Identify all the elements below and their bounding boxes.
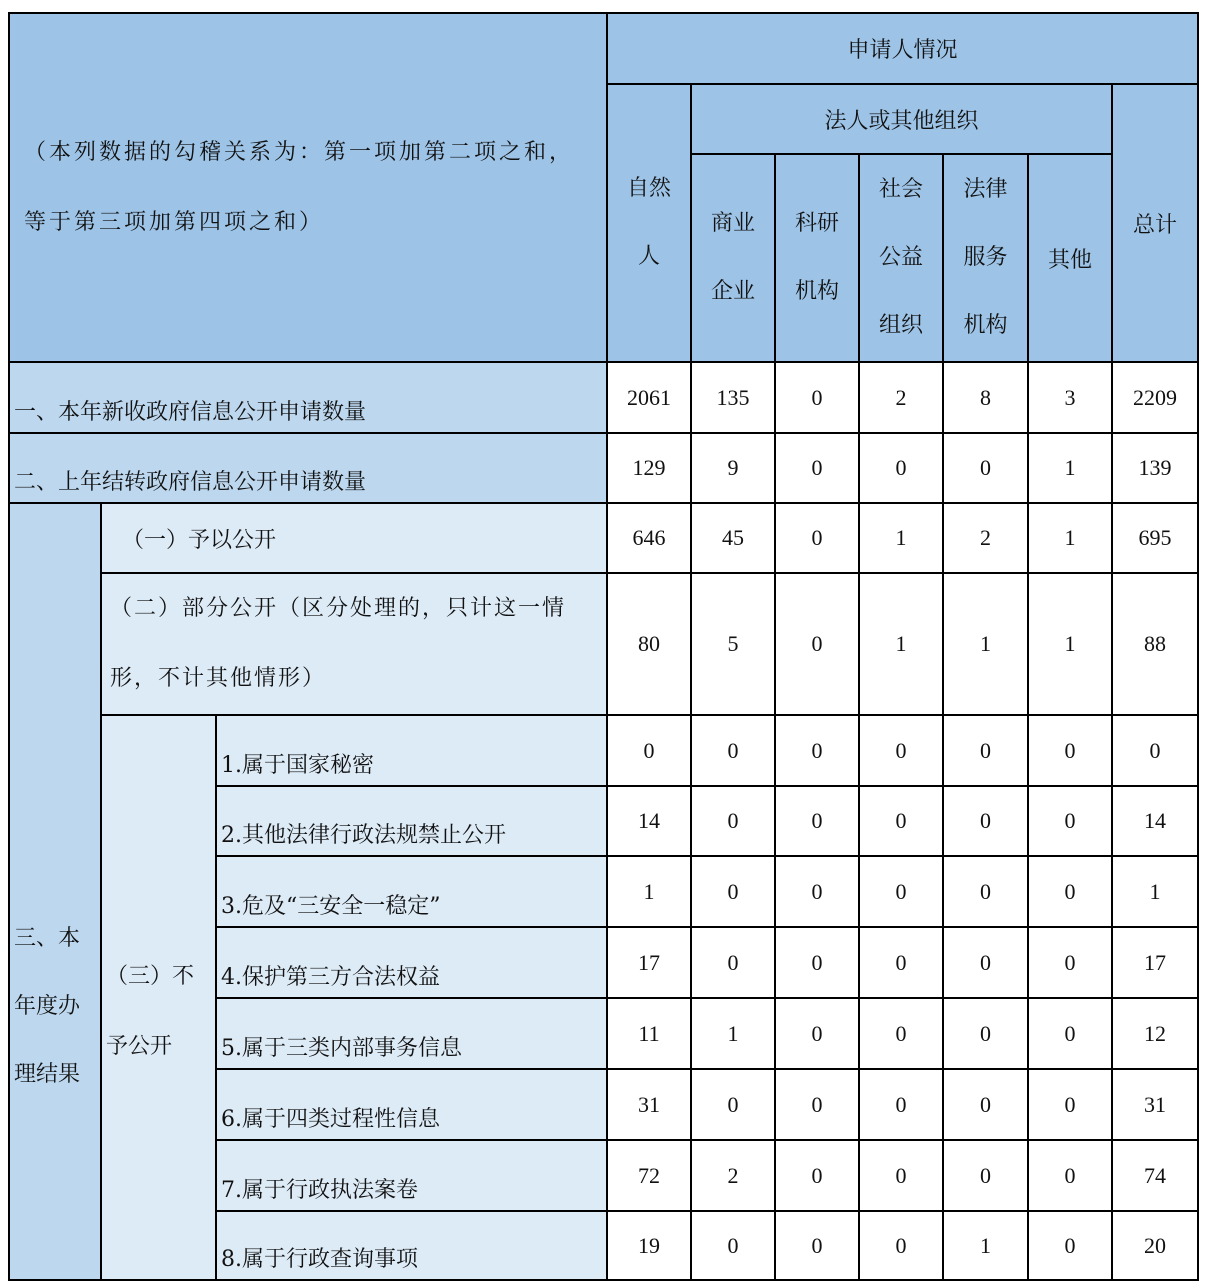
cell-value: 74 [1112,1140,1198,1211]
other-org-header: 其他 [1028,154,1112,362]
cell-value: 1 [1028,573,1112,715]
cell-value: 695 [1112,503,1198,573]
row-label: 5.属于三类内部事务信息 [216,998,607,1069]
cell-value: 0 [1028,856,1112,927]
applicant-situation-header: 申请人情况 [607,13,1198,84]
cell-value: 0 [859,1069,943,1140]
cell-value: 1 [1028,503,1112,573]
cell-value: 0 [691,1211,775,1280]
cell-value: 0 [775,1069,859,1140]
cell-value: 0 [1028,1140,1112,1211]
table-row [9,573,1198,715]
cell-value: 0 [691,927,775,998]
research-institution-header [775,154,859,362]
cell-value: 0 [859,856,943,927]
cell-value: 72 [607,1140,691,1211]
cell-value: 2 [691,1140,775,1211]
cell-value: 0 [859,1140,943,1211]
cell-value: 0 [775,786,859,856]
cell-value: 0 [775,998,859,1069]
row-label: 7.属于行政执法案卷 [216,1140,607,1211]
cell-value: 0 [943,715,1028,786]
cell-value: 14 [1112,786,1198,856]
cell-value: 0 [775,1211,859,1280]
cell-value: 0 [691,786,775,856]
cell-value: 19 [607,1211,691,1280]
public-welfare-org-header [859,154,943,362]
cell-value: 0 [691,715,775,786]
legal-org-header: 法人或其他组织 [691,84,1112,154]
cell-value: 0 [943,1140,1028,1211]
cell-value: 139 [1112,433,1198,503]
cell-value: 2061 [607,362,691,433]
col-label: 社会公益组织 [878,177,923,338]
cell-value: 0 [1028,1211,1112,1280]
row-label: 二、上年结转政府信息公开申请数量 [9,433,607,503]
cell-value: 0 [607,715,691,786]
cell-value: 0 [1028,927,1112,998]
natural-person-label: 自然人 [626,176,671,269]
row-label: 一、本年新收政府信息公开申请数量 [9,362,607,433]
cell-value: 0 [1028,715,1112,786]
cell-value: 0 [1028,786,1112,856]
cell-value: 1 [1112,856,1198,927]
cell-value: 31 [1112,1069,1198,1140]
table-row [9,715,1198,786]
cell-value: 45 [691,503,775,573]
cell-value: 0 [1112,715,1198,786]
cell-value: 0 [943,856,1028,927]
cell-value: 0 [1028,1069,1112,1140]
col-label: 科研机构 [794,211,839,304]
cell-value: 2209 [1112,362,1198,433]
cell-value: 0 [775,715,859,786]
table-row [9,433,1198,503]
cell-value: 0 [691,1069,775,1140]
cell-value: 0 [943,927,1028,998]
cell-value: 0 [775,433,859,503]
gov-info-disclosure-table [8,12,1199,1281]
cell-value: 0 [943,433,1028,503]
legal-service-org-header [943,154,1028,362]
results-label-text: 三、本年度办理结果 [14,925,81,1087]
cell-value: 2 [859,362,943,433]
results-section-label [9,503,101,1280]
table-note: （本列数据的勾稽关系为：第一项加第二项之和，等于第三项加第四项之和） [9,13,607,362]
cell-value: 129 [607,433,691,503]
cell-value: 8 [943,362,1028,433]
cell-value: 0 [775,362,859,433]
table-row [9,362,1198,433]
cell-value: 20 [1112,1211,1198,1280]
cell-value: 17 [1112,927,1198,998]
row-label: 6.属于四类过程性信息 [216,1069,607,1140]
cell-value: 0 [691,856,775,927]
row-label: 2.其他法律行政法规禁止公开 [216,786,607,856]
cell-value: 0 [1028,998,1112,1069]
cell-value: 1 [859,503,943,573]
cell-value: 0 [859,1211,943,1280]
cell-value: 1 [607,856,691,927]
table-row [9,503,1198,573]
cell-value: 14 [607,786,691,856]
cell-value: 0 [859,786,943,856]
cell-value: 0 [859,715,943,786]
cell-value: 3 [1028,362,1112,433]
cell-value: 2 [943,503,1028,573]
cell-value: 0 [943,1069,1028,1140]
cell-value: 0 [943,998,1028,1069]
not-disclosed-label-text: （三）不予公开 [106,964,195,1059]
commercial-enterprise-header [691,154,775,362]
cell-value: 1 [1028,433,1112,503]
cell-value: 17 [607,927,691,998]
cell-value: 0 [775,503,859,573]
row-label: 1.属于国家秘密 [216,715,607,786]
cell-value: 11 [607,998,691,1069]
cell-value: 1 [859,573,943,715]
not-disclosed-label [101,715,216,1280]
total-header: 总计 [1112,84,1198,362]
row-label: （一）予以公开 [101,503,607,573]
cell-value: 9 [691,433,775,503]
cell-value: 646 [607,503,691,573]
cell-value: 31 [607,1069,691,1140]
cell-value: 0 [775,856,859,927]
cell-value: 12 [1112,998,1198,1069]
cell-value: 1 [943,1211,1028,1280]
cell-value: 135 [691,362,775,433]
row-label: 8.属于行政查询事项 [216,1211,607,1280]
cell-value: 80 [607,573,691,715]
cell-value: 1 [691,998,775,1069]
cell-value: 1 [943,573,1028,715]
cell-value: 0 [775,1140,859,1211]
cell-value: 88 [1112,573,1198,715]
cell-value: 0 [775,573,859,715]
cell-value: 0 [859,998,943,1069]
row-label: （二）部分公开（区分处理的，只计这一情形，不计其他情形） [101,573,607,715]
cell-value: 0 [859,433,943,503]
col-label: 商业企业 [710,211,755,304]
row-label: 4.保护第三方合法权益 [216,927,607,998]
row-label: 3.危及“三安全一稳定” [216,856,607,927]
natural-person-header [607,84,691,362]
col-label: 法律服务机构 [963,177,1008,338]
cell-value: 0 [775,927,859,998]
cell-value: 0 [943,786,1028,856]
cell-value: 5 [691,573,775,715]
cell-value: 0 [859,927,943,998]
